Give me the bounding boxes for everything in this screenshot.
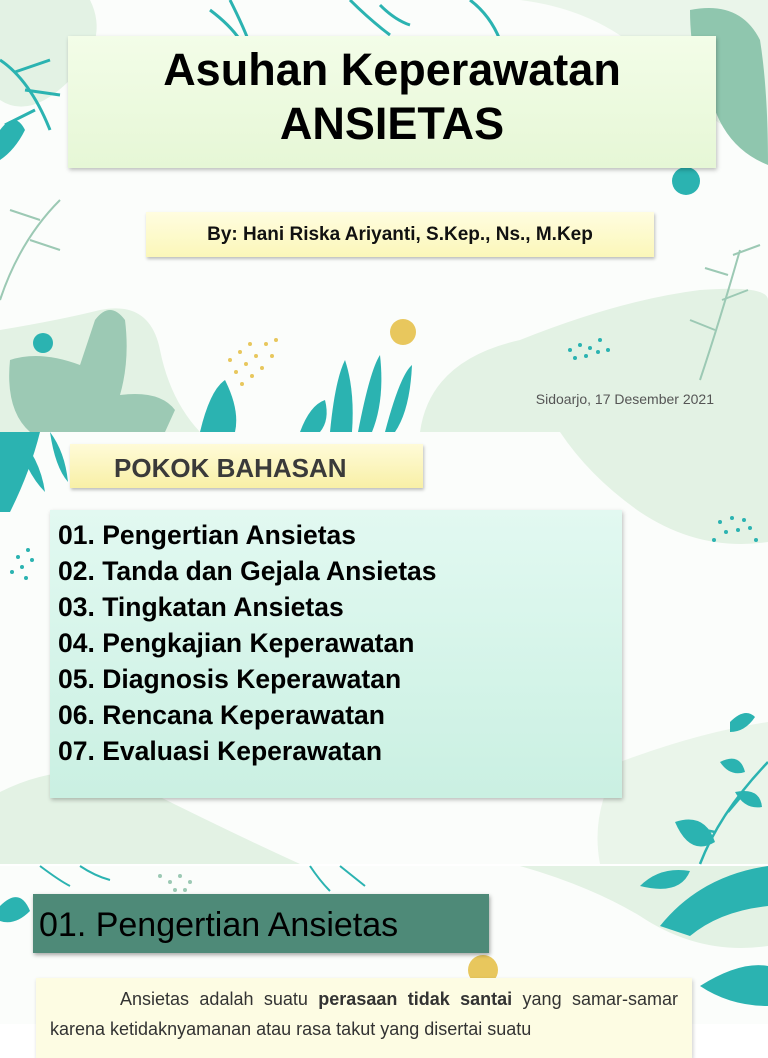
author-label: By: Hani Riska Ariyanti, S.Kep., Ns., M.Kep [146,212,654,257]
definition-slide [0,866,768,1039]
title-slide [0,0,768,432]
presentation-title: Asuhan Keperawatan [163,44,621,95]
agenda-item: 05. Diagnosis Keperawatan [58,664,402,694]
date-label: Sidoarjo, 17 Desember 2021 [535,391,714,407]
agenda-heading: POKOK BAHASAN [70,444,423,488]
definition-text-part1: Ansietas adalah suatu [120,989,319,1009]
definition-text-part2: yang samar-samar karena ketidaknyamanan atau rasa takut yang disertai suatu [50,989,678,1039]
agenda-item: 06. Rencana Keperawatan [58,700,385,730]
definition-text-bold: perasaan tidak santai [318,989,513,1009]
agenda-item: 07. Evaluasi Keperawatan [58,736,383,766]
agenda-slide [0,432,768,864]
agenda-list [50,510,622,798]
section-heading: 01. Pengertian Ansietas [33,894,489,953]
title-box [68,36,716,168]
agenda-item: 02. Tanda dan Gejala Ansietas [58,556,437,586]
agenda-item: 04. Pengkajian Keperawatan [58,628,415,658]
definition-text [36,978,692,1058]
agenda-item: 03. Tingkatan Ansietas [58,592,344,622]
agenda-item: 01. Pengertian Ansietas [58,520,356,550]
presentation-subtitle: ANSIETAS [279,98,505,149]
